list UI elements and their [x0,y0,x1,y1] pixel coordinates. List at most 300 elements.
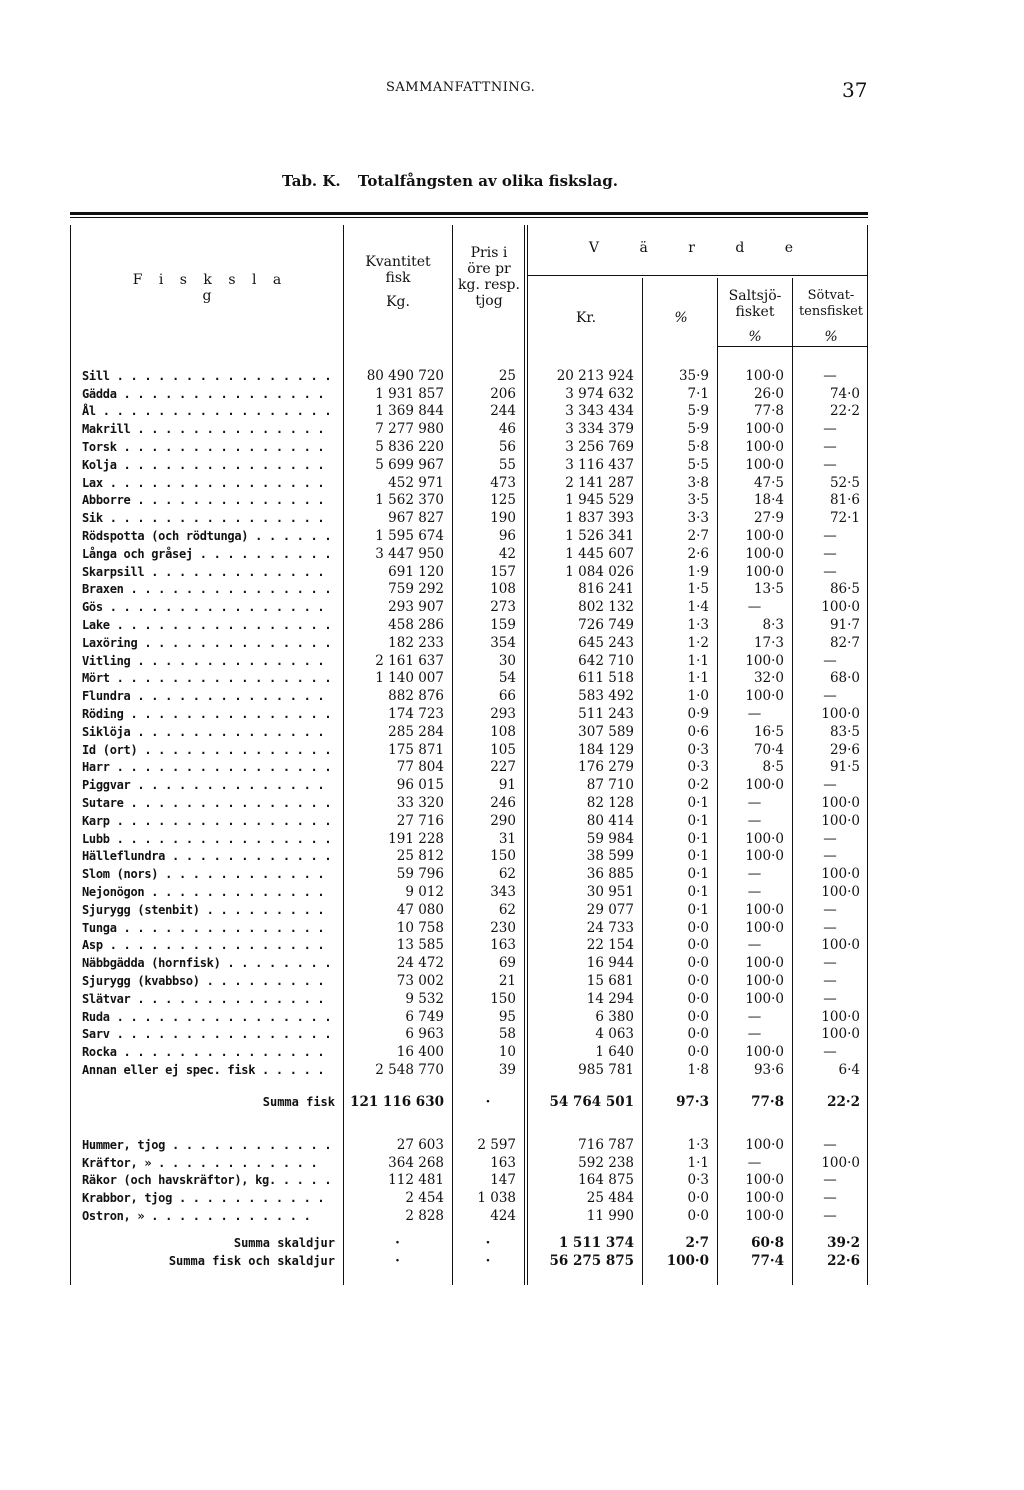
table-row [70,883,868,901]
cell-kvantitet: 27 603 [396,1136,444,1153]
cell-saltsjo: 100·0 [745,919,784,936]
cell-saltsjo: 100·0 [745,777,784,794]
cell-sotvatten: 100·0 [821,795,860,812]
cell-kr: 2 141 287 [565,474,634,491]
cell-saltsjo: — [747,1008,762,1025]
pct-rule [718,346,868,347]
cell-pris: 105 [490,741,516,758]
cell-pris: 206 [490,385,516,402]
cell-pris: 25 [498,367,516,384]
cell-pris: 354 [490,634,516,651]
cell-saltsjo: — [747,812,762,829]
cell-sotvatten: 100·0 [821,866,860,883]
cell-name: Nejonögon . . . . . . . . . . . . . [82,885,325,899]
cell-saltsjo: 93·6 [753,1061,784,1078]
cell-pct: 0·0 [687,1208,709,1225]
cell-kr: 22 154 [586,937,634,954]
cell-kr: 38 599 [586,848,634,865]
cell-name: Sill . . . . . . . . . . . . . . . . [82,368,332,383]
cell-kr: 3 256 769 [565,439,634,456]
table-row [70,670,868,688]
table-row [70,1207,868,1225]
cell-kvantitet: · [395,1252,400,1269]
cell-kr: 1 837 393 [565,510,634,527]
cell-pris: 10 [498,1044,516,1061]
cell-kvantitet: 3 447 950 [375,545,444,562]
cell-kr: 1 945 529 [565,492,634,509]
cell-name: Rödspotta (och rödtunga) . . . . . . [82,529,332,544]
cell-pct: 0·0 [687,990,709,1007]
cell-kvantitet: 16 400 [396,1044,444,1061]
table-caption [282,172,630,190]
cell-saltsjo: 17·3 [753,634,784,651]
cell-sotvatten: — [823,652,837,669]
cell-saltsjo: 100·0 [745,848,784,865]
cell-saltsjo: 100·0 [745,545,784,562]
cell-kvantitet: 182 233 [388,634,444,651]
cell-pris: 21 [498,972,516,989]
table-row [70,705,868,723]
cell-sotvatten: 100·0 [821,1154,860,1171]
cell-kr: 15 681 [586,972,634,989]
table-row [70,830,868,848]
cell-sotvatten: — [823,1044,837,1061]
cell-pct: 3·3 [687,510,709,527]
cell-name: Röding . . . . . . . . . . . . . . . [82,707,332,722]
cell-saltsjo: 77·8 [753,403,784,420]
cell-pct: 1·3 [687,1136,709,1153]
cell-kvantitet: 24 472 [396,955,444,972]
cell-kr: 176 279 [578,759,634,776]
cell-name: Rocka . . . . . . . . . . . . . . . [82,1045,325,1060]
cell-pris: 95 [498,1008,516,1025]
cell-kvantitet: 6 963 [405,1026,444,1043]
cell-pris: 244 [490,403,516,420]
cell-pct: 35·9 [678,367,709,384]
cell-pris: 69 [498,955,516,972]
cell-saltsjo: 100·0 [745,901,784,918]
table-row [70,687,868,705]
cell-pct: 1·1 [687,652,709,669]
cell-saltsjo: 32·0 [753,670,784,687]
cell-sotvatten: — [823,1136,837,1153]
cell-saltsjo: — [747,795,762,812]
cell-sotvatten: 29·6 [829,741,860,758]
page-number: 37 [842,78,868,102]
cell-pris: 58 [498,1026,516,1043]
cell-pris: 91 [498,777,516,794]
cell-kr: 16 944 [586,955,634,972]
cell-pris: 42 [498,545,516,562]
header-pct: % [674,310,688,326]
cell-name: Krabbor, tjog . . . . . . . . . . . [82,1191,325,1206]
cell-name: Sarv . . . . . . . . . . . . . . . . [82,1027,332,1042]
cell-saltsjo: 27·9 [753,510,784,527]
header-sotvatten: Sötvat- tensfisket [798,288,864,319]
cell-kvantitet: 121 116 630 [350,1093,444,1110]
table-row [70,759,868,777]
shellfish-table [70,1136,868,1225]
cell-kr: 24 733 [586,919,634,936]
cell-kr: 6 380 [595,1008,634,1025]
cell-sotvatten: — [823,990,837,1007]
cell-name: Kolja . . . . . . . . . . . . . . . [82,457,325,472]
cell-saltsjo: — [747,884,762,900]
cell-kvantitet: 2 828 [405,1208,444,1225]
cell-kvantitet: 9 012 [405,884,444,900]
cell-name: Summa fisk [262,1094,335,1109]
cell-sotvatten: 22·2 [827,1093,860,1110]
cell-pris: 125 [490,492,516,509]
cell-pris: 230 [490,919,516,936]
cell-pris: · [485,1093,491,1110]
cell-kr: 611 518 [578,670,634,687]
cell-kr: 716 787 [578,1136,634,1153]
cell-pct: 0·0 [687,1190,709,1207]
cell-pct: 5·8 [687,439,709,456]
table-row [70,865,868,883]
table-row [70,954,868,972]
cell-pct: 0·1 [687,830,709,847]
table-row [70,1008,868,1026]
cell-sotvatten: — [823,367,837,384]
cell-kr: 802 132 [578,599,634,616]
cell-name: Skarpsill . . . . . . . . . . . . . [82,564,325,579]
cell-kvantitet: 759 292 [388,581,444,598]
cell-pris: 1 038 [477,1190,516,1207]
cell-pct: 0·0 [687,1008,709,1025]
cell-saltsjo: 100·0 [745,955,784,972]
cell-sotvatten: — [823,421,837,438]
table-row [70,545,868,563]
cell-pris: 293 [490,706,516,723]
cell-sotvatten: — [823,848,837,865]
cell-name: Abborre . . . . . . . . . . . . . . [82,493,325,508]
cell-pct: 5·9 [687,421,709,438]
cell-sotvatten: 91·7 [829,617,860,634]
cell-sotvatten: 100·0 [821,599,860,616]
cell-sotvatten: 83·5 [829,723,860,740]
table-row [70,1043,868,1061]
cell-sotvatten: 100·0 [821,1008,860,1025]
cell-pris: 150 [490,848,516,865]
cell-pct: 1·1 [687,1154,709,1171]
cell-kvantitet: 47 080 [396,901,444,918]
cell-name: Räkor (och havskräftor), kg. . . . . [82,1173,332,1188]
cell-pct: 0·1 [687,884,709,900]
cell-kvantitet: 5 836 220 [375,439,444,456]
top-rule [70,212,868,215]
sum-fish-row [70,1093,868,1111]
table-title: Totalfångsten av olika fiskslag. [357,172,618,190]
header-kr: Kr. [575,310,597,326]
cell-saltsjo: 100·0 [745,972,784,989]
cell-sotvatten: 91·5 [829,759,860,776]
cell-saltsjo: — [747,1154,762,1171]
cell-pct: 5·9 [687,403,709,420]
cell-kvantitet: 33 320 [396,795,444,812]
cell-kr: 11 990 [586,1208,634,1225]
cell-sotvatten: 100·0 [821,1026,860,1043]
cell-name: Braxen . . . . . . . . . . . . . . . [82,582,332,597]
cell-kvantitet: · [395,1234,400,1251]
cell-name: Gädda . . . . . . . . . . . . . . . [82,386,325,401]
cell-name: Ruda . . . . . . . . . . . . . . . . [82,1009,332,1024]
cell-kr: 3 116 437 [565,456,634,473]
cell-pris: · [485,1234,491,1251]
cell-kvantitet: 2 454 [405,1190,444,1207]
cell-name: Ostron, » . . . . . . . . . . . . [82,1209,311,1224]
cell-kr: 14 294 [586,990,634,1007]
table-row [70,1061,868,1079]
table-row [70,598,868,616]
cell-kvantitet: 691 120 [388,563,444,580]
cell-sotvatten: — [823,528,837,545]
cell-name: Siklöja . . . . . . . . . . . . . . [82,724,325,739]
cell-saltsjo: — [747,599,762,616]
cell-name: Sik . . . . . . . . . . . . . . . . [82,511,325,526]
cell-name: Lubb . . . . . . . . . . . . . . . . [82,831,332,846]
cell-pct: 0·3 [687,741,709,758]
table-row [70,901,868,919]
cell-kr: 1 445 607 [565,545,634,562]
cell-kvantitet: 5 699 967 [375,456,444,473]
table-row [70,972,868,990]
cell-kvantitet: 1 931 857 [375,385,444,402]
table-row [70,634,868,652]
cell-pct: 1·3 [687,617,709,634]
cell-name: Hälleflundra . . . . . . . . . . . . [82,849,332,864]
cell-sotvatten: — [823,1208,837,1225]
cell-kr: 56 275 875 [549,1252,634,1269]
cell-saltsjo: 100·0 [745,1044,784,1061]
cell-name: Makrill . . . . . . . . . . . . . . [82,422,325,437]
cell-kr: 3 974 632 [565,385,634,402]
cell-kr: 1 084 026 [565,563,634,580]
cell-kvantitet: 77 804 [396,759,444,776]
cell-kr: 59 984 [586,830,634,847]
cell-kr: 20 213 924 [556,367,634,384]
cell-pct: 0·0 [687,1026,709,1043]
cell-kvantitet: 285 284 [388,723,444,740]
cell-saltsjo: 100·0 [745,439,784,456]
cell-kr: 726 749 [578,617,634,634]
table-row [70,616,868,634]
cell-pris: 30 [498,652,516,669]
cell-saltsjo: 8·3 [762,617,784,634]
sum-shellfish-row [70,1234,868,1252]
table-label: Tab. K. [282,172,341,190]
cell-pris: 424 [490,1208,516,1225]
cell-kr: 80 414 [586,812,634,829]
cell-pct: 0·0 [687,972,709,989]
cell-saltsjo: — [747,1026,762,1043]
table-row [70,438,868,456]
cell-kr: 36 885 [586,866,634,883]
cell-sotvatten: 22·2 [829,403,860,420]
cell-saltsjo: 60·8 [751,1234,784,1251]
cell-pris: 147 [490,1172,516,1189]
cell-kr: 87 710 [586,777,634,794]
table-row [70,1172,868,1190]
table-row [70,492,868,510]
cell-name: Ål . . . . . . . . . . . . . . . . . [82,404,332,419]
cell-kr: 1 511 374 [558,1234,634,1251]
cell-pct: 1·8 [687,1061,709,1078]
cell-kr: 82 128 [586,795,634,812]
cell-pris: 54 [498,670,516,687]
cell-saltsjo: 100·0 [745,367,784,384]
cell-saltsjo: 100·0 [745,421,784,438]
cell-pris: 159 [490,617,516,634]
cell-pct: 0·1 [687,812,709,829]
sum-fish-table [70,1093,868,1111]
table-row [70,367,868,385]
table-row [70,741,868,759]
cell-kr: 29 077 [586,901,634,918]
cell-pris: 108 [490,723,516,740]
cell-pct: 0·9 [687,706,709,723]
cell-sotvatten: 68·0 [829,670,860,687]
cell-sotvatten: 22·6 [827,1252,860,1269]
cell-pris: 227 [490,759,516,776]
cell-saltsjo: 100·0 [745,456,784,473]
cell-kvantitet: 882 876 [388,688,444,705]
cell-kr: 3 334 379 [565,421,634,438]
cell-kvantitet: 1 140 007 [375,670,444,687]
header-pris: Pris i öre pr kg. resp. tjog [458,245,520,309]
cell-kvantitet: 1 562 370 [375,492,444,509]
cell-saltsjo: 13·5 [753,581,784,598]
cell-pct: 0·1 [687,901,709,918]
cell-kvantitet: 27 716 [396,812,444,829]
cell-kvantitet: 1 369 844 [375,403,444,420]
cell-pct: 5·5 [687,456,709,473]
table-row [70,581,868,599]
cell-kvantitet: 1 595 674 [375,528,444,545]
cell-sotvatten: — [823,972,837,989]
cell-pct: 1·4 [687,599,709,616]
table-row [70,848,868,866]
cell-saltsjo: — [747,937,762,954]
cell-sotvatten: 6·4 [838,1061,860,1078]
cell-kvantitet: 2 548 770 [375,1061,444,1078]
cell-name: Slätvar . . . . . . . . . . . . . . [82,991,325,1006]
cell-pct: 0·0 [687,955,709,972]
varde-rule [528,275,868,276]
cell-name: Kräftor, » . . . . . . . . . . . . [82,1155,318,1170]
table-row [70,1189,868,1207]
cell-name: Torsk . . . . . . . . . . . . . . . [82,440,325,455]
cell-sotvatten: — [823,830,837,847]
cell-name: Summa skaldjur [233,1235,335,1250]
cell-kvantitet: 25 812 [396,848,444,865]
cell-pris: 163 [490,1154,516,1171]
cell-pct: 0·3 [687,759,709,776]
header-saltsjo-pct: % [748,329,762,345]
cell-kr: 511 243 [578,706,634,723]
cell-kvantitet: 458 286 [388,617,444,634]
cell-name: Långa och gråsej . . . . . . . . . . [82,546,332,561]
cell-saltsjo: 100·0 [745,1136,784,1153]
table-row [70,563,868,581]
table-row [70,385,868,403]
cell-pct: 7·1 [687,385,709,402]
cell-pct: 97·3 [676,1093,709,1110]
table-row [70,990,868,1008]
cell-kr: 25 484 [586,1190,634,1207]
cell-pris: 62 [498,901,516,918]
cell-kvantitet: 112 481 [388,1172,444,1189]
cell-name: Flundra . . . . . . . . . . . . . . [82,689,325,704]
cell-pris: 96 [498,528,516,545]
cell-saltsjo: 100·0 [745,1172,784,1189]
cell-pris: 163 [490,937,516,954]
running-header [0,78,1024,100]
cell-kvantitet: 364 268 [388,1154,444,1171]
cell-sotvatten: — [823,545,837,562]
cell-kr: 816 241 [578,581,634,598]
cell-name: Slom (nors) . . . . . . . . . . . . [82,867,325,882]
cell-sotvatten: 39·2 [827,1234,860,1251]
cell-sotvatten: 100·0 [821,706,860,723]
cell-pct: 1·0 [687,688,709,705]
cell-kvantitet: 175 871 [388,741,444,758]
cell-name: Harr . . . . . . . . . . . . . . . . [82,760,332,775]
cell-saltsjo: 100·0 [745,830,784,847]
cell-pct: 0·1 [687,848,709,865]
sum-total-row [70,1252,868,1270]
table-row [70,420,868,438]
cell-kvantitet: 191 228 [388,830,444,847]
cell-sotvatten: — [823,901,837,918]
table-row [70,652,868,670]
header-saltsjo: Saltsjö- fisket [728,288,782,320]
top-rule-thin [70,217,868,218]
cell-name: Piggvar . . . . . . . . . . . . . . [82,778,325,793]
cell-saltsjo: 26·0 [753,385,784,402]
cell-pct: 1·9 [687,563,709,580]
cell-pris: 190 [490,510,516,527]
cell-pris: 343 [490,884,516,900]
cell-sotvatten: — [823,456,837,473]
cell-kr: 985 781 [578,1061,634,1078]
running-title: SAMMANFATTNING. [386,80,536,95]
cell-saltsjo: — [747,706,762,723]
cell-saltsjo: 100·0 [745,528,784,545]
cell-saltsjo: 77·8 [751,1093,784,1110]
cell-pct: 0·0 [687,937,709,954]
cell-pris: 473 [490,474,516,491]
cell-saltsjo: 100·0 [745,1190,784,1207]
cell-name: Tunga . . . . . . . . . . . . . . . [82,920,325,935]
cell-saltsjo: 100·0 [745,990,784,1007]
cell-kvantitet: 2 161 637 [375,652,444,669]
cell-sotvatten: 52·5 [829,474,860,491]
cell-sotvatten: 82·7 [829,634,860,651]
cell-pct: 0·0 [687,919,709,936]
cell-pct: 3·8 [687,474,709,491]
cell-pris: 39 [498,1061,516,1078]
cell-kvantitet: 452 971 [388,474,444,491]
cell-sotvatten: — [823,955,837,972]
table-row [70,403,868,421]
cell-name: Hummer, tjog . . . . . . . . . . . . [82,1137,332,1152]
cell-sotvatten: — [823,1190,837,1207]
cell-pct: 2·7 [687,528,709,545]
cell-kr: 1 640 [595,1044,634,1061]
cell-sotvatten: — [823,1172,837,1189]
